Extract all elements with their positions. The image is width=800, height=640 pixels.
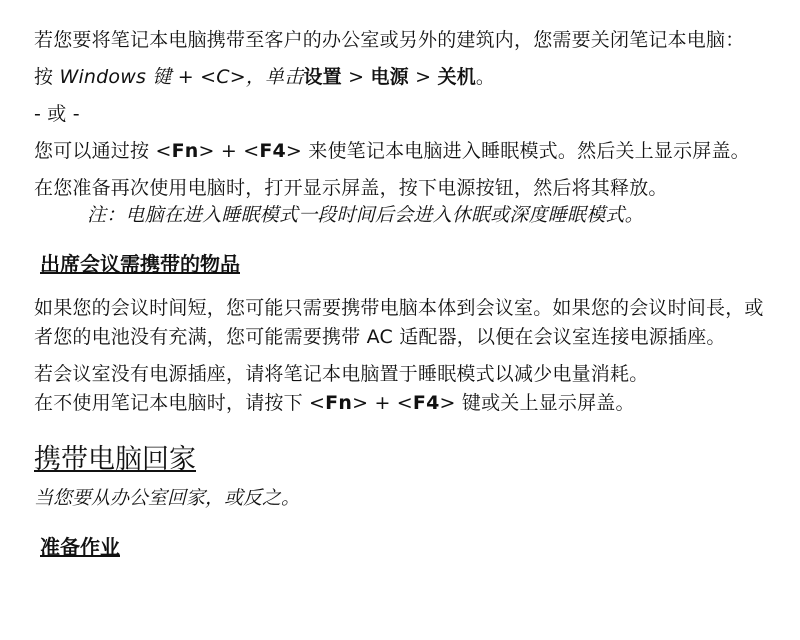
paragraph-sleep-mode <box>34 137 774 166</box>
text: 键 + < <box>146 66 217 88</box>
f4-key-label: F4 <box>412 392 440 414</box>
text: > + < <box>198 140 260 162</box>
c-key-label: C <box>216 66 230 88</box>
paragraph-meeting-items: 如果您的会议时间短，您可能只需要携带电脑本体到会议室。如果您的会议时间長，或者您的电池没有充满，您可能需要携带 AC 适配器，以便在会议室连接电源插座。 <box>34 297 764 348</box>
fn-key-label: Fn <box>171 140 199 162</box>
power-label: 电源 <box>370 66 409 88</box>
paragraph-resume: 在您准备再次使用电脑时，打开显示屏盖，按下电源按钮，然后将其释放。 <box>34 177 668 199</box>
windows-key-label: Windows <box>59 66 147 88</box>
text: > + < <box>352 392 413 414</box>
section-heading-meeting: 出席会议需携带的物品 <box>40 252 240 276</box>
paragraph-shutdown-steps <box>34 63 774 92</box>
text: > 键或关上显示屏盖。 <box>439 392 635 414</box>
text: >，单击 <box>229 66 304 88</box>
note-hibernate: 注：电脑在进入睡眠模式一段时间后会进入休眠或深度睡眠模式。 <box>87 204 644 226</box>
f4-key-label: F4 <box>259 140 286 162</box>
text: > <box>408 66 438 88</box>
or-separator: - 或 - <box>34 103 80 125</box>
text: > <box>341 66 371 88</box>
document-page <box>34 26 774 577</box>
text: > 来使笔记本电脑进入睡眠模式。然后关上显示屏盖。 <box>285 140 750 162</box>
paragraph-not-in-use <box>34 389 774 418</box>
shutdown-label: 关机 <box>437 66 476 88</box>
paragraph-no-outlet: 若会议室没有电源插座，请将笔记本电脑置于睡眠模式以减少电量消耗。 <box>34 363 649 385</box>
paragraph-shutdown-intro: 若您要将笔记本电脑携带至客户的办公室或另外的建筑内，您需要关闭笔记本电脑： <box>34 29 745 51</box>
fn-key-label: Fn <box>325 392 353 414</box>
text: 您可以通过按 < <box>34 140 172 162</box>
section-heading-take-home: 携带电脑回家 <box>34 444 196 475</box>
settings-label: 设置 <box>303 66 342 88</box>
subsection-heading-preparation: 准备作业 <box>40 535 120 559</box>
text: 按 <box>34 66 60 88</box>
text: 在不使用笔记本电脑时，请按下 < <box>34 392 326 414</box>
section-subtitle-take-home: 当您要从办公室回家，或反之。 <box>34 487 301 509</box>
text: 。 <box>475 66 496 88</box>
